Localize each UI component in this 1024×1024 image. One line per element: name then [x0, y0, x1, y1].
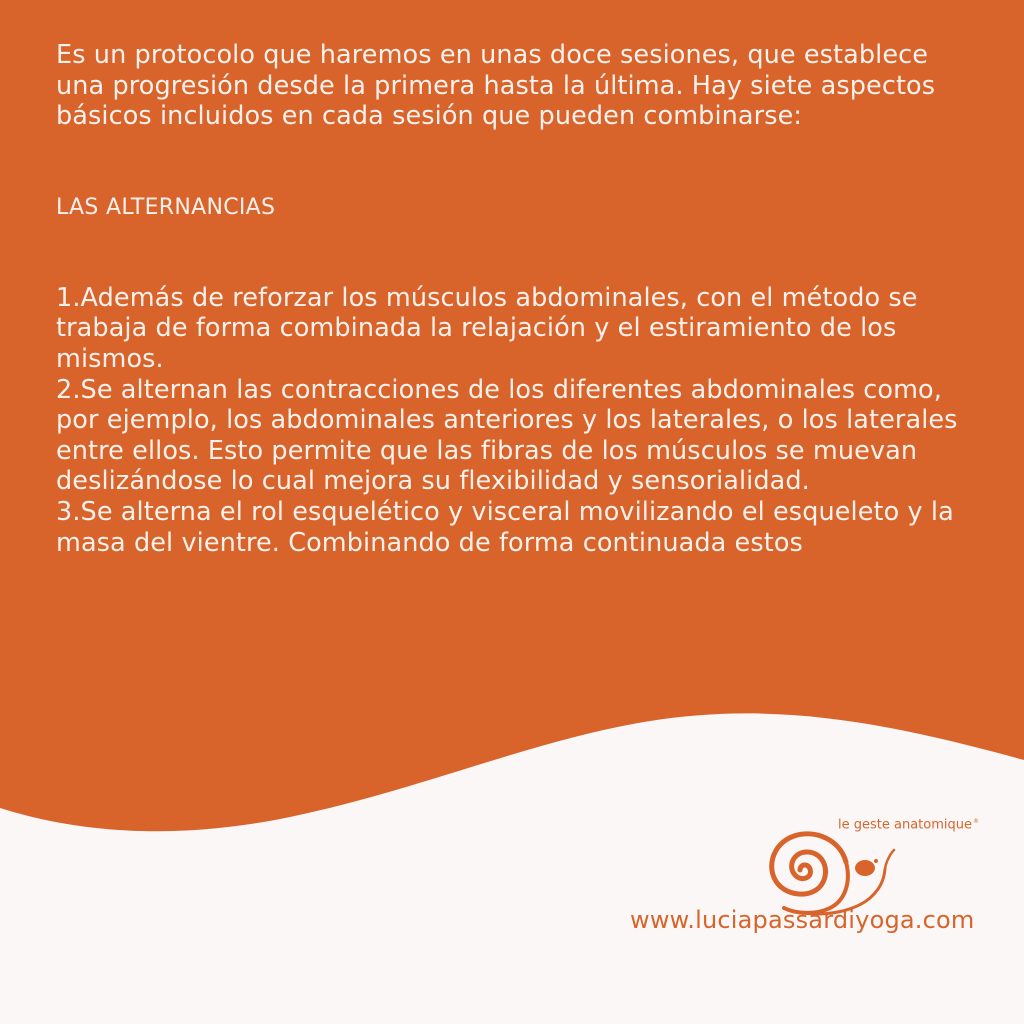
main-text-block [56, 40, 976, 558]
logo-mark: ® [972, 818, 979, 825]
point-1: 1.Además de reforzar los músculos abdominales, con el método se trabaja de forma combinada la relajación y el estiramiento de los mismos. [56, 282, 918, 374]
section-heading: LAS ALTERNANCIAS [56, 194, 276, 220]
point-2: 2.Se alternan las contracciones de los diferentes abdominales como, por ejemplo, los abdominales anteriores y los laterales, o los laterales entre ellos. Esto permite que las fibras de los músculos se muevan deslizándose lo cual mejora su flexibilidad y sensorialidad. [56, 374, 958, 497]
brand-logo [758, 808, 998, 918]
website-url: www.luciapassardiyoga.com [630, 906, 975, 934]
logo-name: le geste anatomique [838, 817, 972, 833]
intro-paragraph: Es un protocolo que haremos en unas doce sesiones, que establece una progresión desde la primera hasta la última. Hay siete aspectos básicos incluidos en cada sesión que pueden combinarse: [56, 40, 936, 132]
point-3: 3.Se alterna el rol esquelético y visceral movilizando el esqueleto y la masa del vientre. Combinando de forma continuada estos [56, 496, 954, 558]
